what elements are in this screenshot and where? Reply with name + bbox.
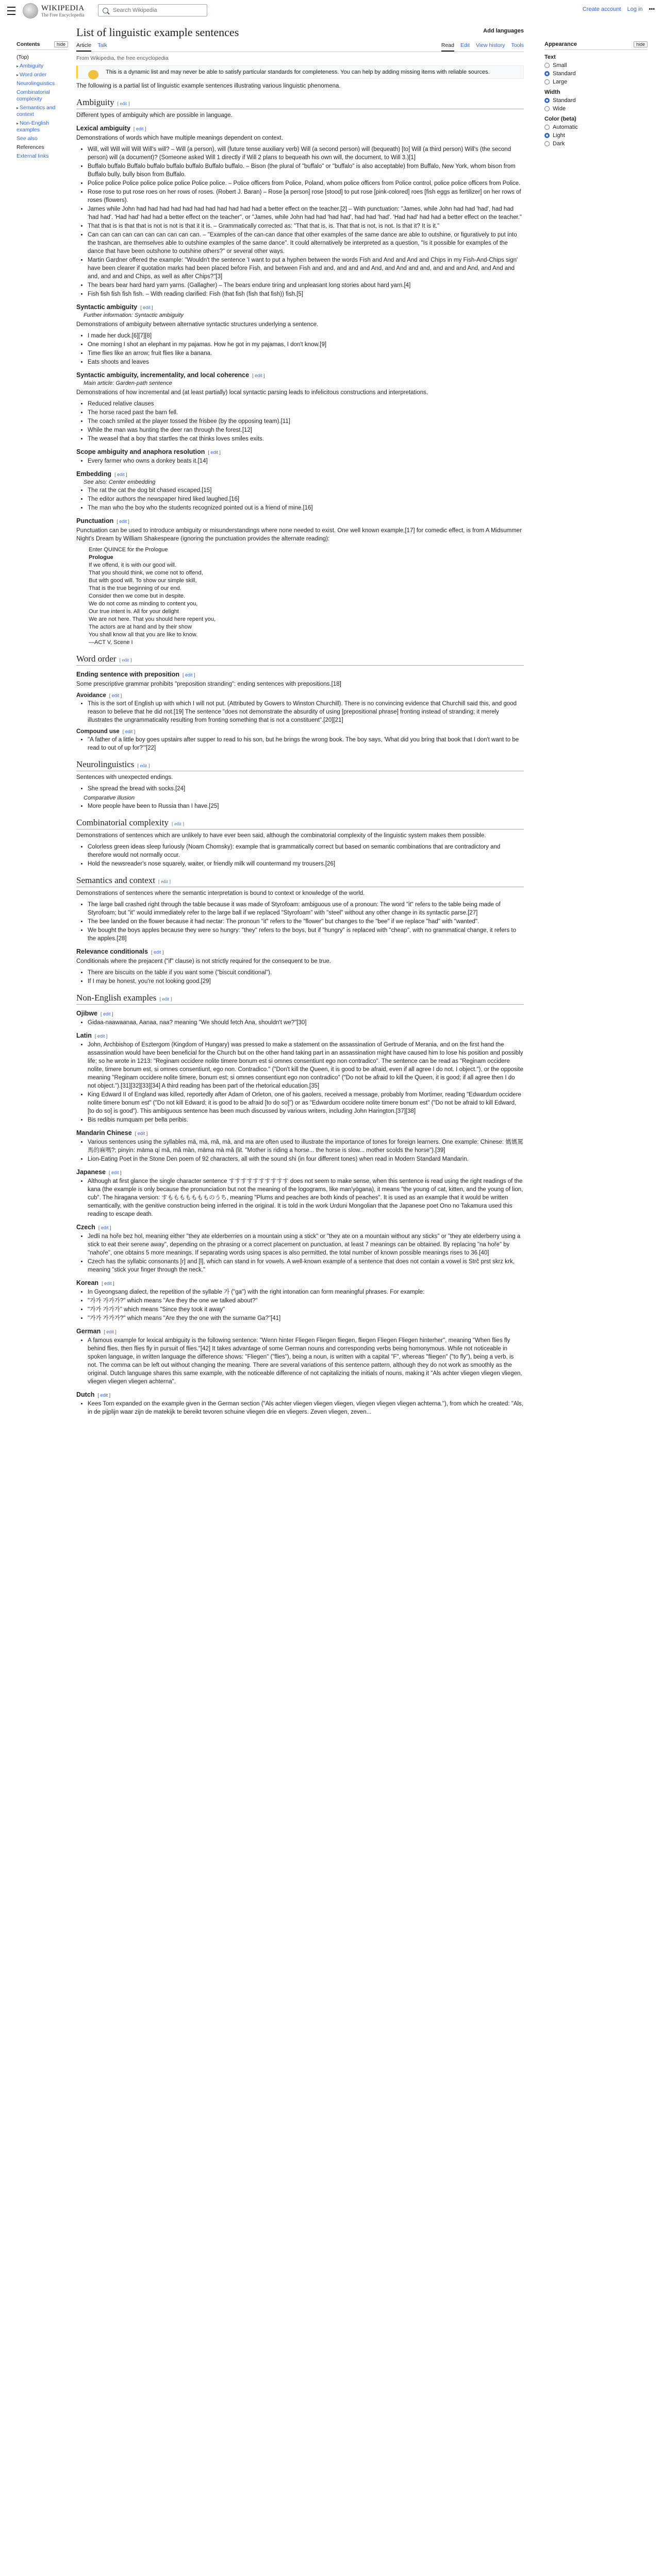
example-list: [85, 700, 524, 724]
list-item: • The editor authors the newspaper hired liked laughed.[16]: [88, 495, 524, 503]
section-heading: [76, 728, 524, 735]
paragraph: Demonstrations of ambiguity between alternative syntactic structures underlying a sentence.: [76, 321, 319, 328]
search-box[interactable]: [98, 4, 207, 16]
intro-paragraph: The following is a partial list of linguistic example sentences illustrating various linguistic phenomena.: [76, 83, 341, 89]
toc-item-label: See also: [16, 135, 38, 142]
text-standard-option[interactable]: [544, 71, 648, 77]
main-menu-icon[interactable]: [7, 7, 15, 15]
width-wide-option[interactable]: [544, 106, 648, 112]
create-account-link[interactable]: Create account: [582, 6, 621, 12]
heading-text: Relevance conditionals: [76, 948, 148, 955]
heading-text: Syntactic ambiguity, incrementality, and local coherence: [76, 371, 250, 379]
edit-label[interactable]: edit: [100, 1393, 108, 1398]
add-languages-button[interactable]: Add languages: [483, 28, 524, 34]
toc-hide-button[interactable]: hide: [54, 41, 68, 47]
section-heading: [76, 875, 524, 887]
list-item: • More people have been to Russia than I have.[25]: [88, 802, 524, 810]
quote-line: If we offend, it is with our good will.: [89, 562, 176, 568]
search-input[interactable]: [112, 7, 207, 14]
toc-item-label: Non-English examples: [16, 120, 49, 133]
tagline: The Free Encyclopedia: [41, 12, 85, 18]
list-item: • If I may be honest, you're not looking good.[29]: [88, 977, 524, 986]
edit-label[interactable]: edit: [104, 1281, 112, 1286]
appearance-hide-button[interactable]: hide: [634, 41, 648, 47]
article: [76, 24, 524, 1418]
list-item: • The rat the cat the dog bit chased escaped.[15]: [88, 486, 524, 495]
list-item: • Bis redibis numquam per bella peribis.: [88, 1116, 524, 1124]
tab-view-history[interactable]: View history: [476, 42, 505, 48]
example-list: [85, 1288, 524, 1323]
edit-section-link[interactable]: [ edit ]: [252, 373, 265, 378]
edit-section-link[interactable]: [ edit ]: [104, 1329, 117, 1334]
toc-item-label: Ambiguity: [20, 63, 44, 69]
quote-line: Prologue: [89, 554, 113, 561]
notice-text: This is a dynamic list and may never be able to satisfy particular standards for completeness. You can help by adding missing items with reliable sources.: [106, 69, 490, 75]
section-heading: [76, 97, 524, 109]
edit-section-link[interactable]: [ edit ]: [114, 472, 127, 477]
heading-text: Latin: [76, 1032, 92, 1039]
list-item: • While the man was hunting the deer ran through the forest.[12]: [88, 426, 524, 434]
toc-item-label: Neurolinguistics: [16, 80, 55, 87]
example-list: [85, 1336, 524, 1386]
list-item: • King Edward II of England was killed, reportedly after Adam of Orleton, one of his gaolers, received a message, probably from Mortimer, reading "Edwardum occidere nolite timere bonum est" ("Do not kill Edward; it is good to be afraid [to do so]") or as "Edwardum occidere nolite timere bonum est" ("Do not be afraid to kill Edward, [to do so] is good"). This ambiguous sentence has been much discussed by various writers, including John Harington.[37][38]: [88, 1091, 524, 1115]
edit-label[interactable]: edit: [97, 1033, 105, 1039]
radio-icon[interactable]: [544, 125, 550, 130]
hatnote: See also: Center embedding: [84, 479, 156, 485]
list-item: • The bee landed on the flower because it had nectar: The pronoun "it" refers to the "flower" but changes to the "bee" if we replace "had" with "wanted".: [88, 918, 524, 926]
edit-section-link[interactable]: [ edit ]: [102, 1281, 114, 1286]
edit-label[interactable]: edit: [161, 879, 168, 884]
edit-label[interactable]: edit: [140, 763, 147, 768]
list-item: • I made her duck.[6][7][8]: [88, 332, 524, 340]
section-heading: [76, 125, 524, 132]
list-item: • We bought the boys apples because they were so hungry: "they" refers to the boys, but if "hungry" is replaced with "cheap", with no grammatical change, it refers to the apples.[28]: [88, 926, 524, 943]
option-label: Large: [553, 79, 568, 85]
quote-line: You shall know all that you are like to know.: [89, 632, 198, 638]
paragraph: Sentences with unexpected endings.: [76, 774, 173, 781]
edit-label[interactable]: edit: [119, 519, 127, 524]
example-list: [85, 1041, 524, 1124]
toc-item[interactable]: [16, 88, 68, 104]
expand-caret-icon[interactable]: ▸: [16, 73, 19, 77]
hatnote: Comparative illusion: [84, 795, 135, 801]
list-item: • Martin Gardner offered the example: "Wouldn't the sentence 'I want to put a hyphen between the words Fish and And and And and Chips in my Fish-And-Chips sign' have been clearer if quotation marks had been placed before Fish, and between Fish and and, and and and And, and And and and, and and and And, and And and and, and and and Chips, as well as after Chips?"[3]: [88, 256, 524, 281]
option-label: Light: [553, 132, 565, 139]
list-item: • The coach smiled at the player tossed the frisbee (by the opposing team).[11]: [88, 417, 524, 426]
list-item: • Colorless green ideas sleep furiously (Noam Chomsky): example that is grammatically correct but based on semantic combinations that are contradictory and therefore would not normally occur.: [88, 843, 524, 859]
list-item: • She spread the bread with socks.[24]: [88, 785, 524, 793]
list-item: • Although at first glance the single character sentence すすすすすすすすすす does not seem to make sense, when this sentence is read using the right readings of the kana (the example is only because the pronunciation but not the meaning of the logograms, like man'yōgana), it means "the young of cat, kitten, and the young of lion, cub". The hiragana version: すももももももものうち, meaning "Plums and peaches are both kinds of peaches". It is used as an example that it would be written semantically, with the genitive construction being inferred in the original. It is told in the work Urduni Mongolian that the Japanese poet Ono no Takamura used this reading to escape death.: [88, 1177, 524, 1218]
list-item: • Reduced relative clauses: [88, 400, 524, 408]
edit-label[interactable]: edit: [117, 472, 125, 477]
list-item: • Various sentences using the syllables mā, má, mǎ, mà, and ma are often used to illustrate the importance of tones for foreign learners. One example: Chinese: 媽媽罵馬的麻嗎?; pinyin: māma qí mǎ, mǎ màn, māma mà mǎ (lit. "Mother is riding a horse... the horse is slow... mother scolds the horse").[39]: [88, 1138, 524, 1155]
toc-item[interactable]: [16, 134, 68, 143]
radio-icon[interactable]: [544, 79, 550, 84]
appearance-header: [544, 41, 648, 50]
radio-selected-icon[interactable]: [544, 98, 550, 103]
radio-selected-icon[interactable]: [544, 133, 550, 138]
edit-label[interactable]: edit: [111, 1170, 119, 1175]
paragraph: Different types of ambiguity which are possible in language.: [76, 112, 233, 118]
edit-section-link[interactable]: [ edit ]: [117, 101, 130, 106]
edit-label[interactable]: edit: [143, 305, 151, 310]
heading-text: Non-English examples: [76, 993, 157, 1003]
section-heading: [76, 470, 524, 478]
edit-label[interactable]: edit: [125, 729, 133, 734]
width-label: Width: [544, 89, 560, 95]
section-heading: [76, 517, 524, 524]
edit-section-link[interactable]: [ edit ]: [100, 1011, 113, 1016]
heading-text: Dutch: [76, 1391, 95, 1398]
paragraph: Punctuation can be used to introduce ambiguity or misunderstandings where none needed to exist. One well known example,[17] for comedic effect, is from A Midsummer Night's Dream by William Shakespeare (ignoring the punctuation provides the alternate reading):: [76, 528, 522, 542]
dynamic-list-notice: [76, 65, 524, 79]
toc-item-label: External links: [16, 153, 49, 159]
toc-item[interactable]: [16, 143, 68, 152]
list-item: • James while John had had had had had had had had had had had a better effect on the teacher.[2] – With punctuation: "James, while John had had 'had', had had 'had had'. 'Had had' had had a better effect on the teacher", or "James, while John had had 'had had', had had 'had'. 'Had had' had had a better effect on the teacher.": [88, 205, 524, 222]
section-heading: [76, 303, 524, 311]
quote-line: That you should think, we come not to offend,: [89, 570, 203, 576]
toc-item-label: Semantics and context: [16, 105, 56, 117]
radio-icon[interactable]: [544, 106, 550, 111]
heading-text: German: [76, 1328, 101, 1335]
tab-talk[interactable]: Talk: [97, 42, 107, 48]
heading-text: Neurolinguistics: [76, 759, 135, 769]
list-item: • Czech has the syllabic consonants [r] and [l], which can stand in for vowels. A well-known example of a sentence that does not contain a vowel is Strč prst skrz krk, meaning "stick your finger through the neck.": [88, 1258, 524, 1274]
color-light-option[interactable]: [544, 132, 648, 139]
radio-icon[interactable]: [544, 141, 550, 146]
list-item: • Kees Torn expanded on the example given in the German section ("Als achter vliegen vliegen vliegen, vliegen vliegen vliegen achterna."), from which he created: "Als, in de pijplijn waar zijn de matekijk te bereikt tevoren schuine vliegen drie en vliegers. Zeven vliegen, zeven...: [88, 1400, 524, 1416]
heading-text: Compound use: [76, 728, 120, 735]
toc-item[interactable]: [16, 62, 68, 71]
section-heading: [76, 1010, 524, 1017]
section-heading: [76, 692, 524, 699]
example-list: [85, 1177, 524, 1218]
user-links: [583, 6, 655, 12]
edit-section-link[interactable]: [ edit ]: [208, 450, 221, 455]
example-list: [85, 1138, 524, 1163]
edit-section-link[interactable]: [ edit ]: [109, 693, 122, 698]
heading-text: Ojibwe: [76, 1010, 97, 1017]
text-large-option[interactable]: [544, 79, 648, 85]
heading-text: Scope ambiguity and anaphora resolution: [76, 448, 205, 455]
toc-item-label: Combinatorial complexity: [16, 89, 50, 102]
example-list: [85, 736, 524, 752]
section-heading: [76, 759, 524, 771]
heading-text: Avoidance: [76, 692, 106, 699]
list-item: • Police police Police police police police Police police. – Police officers from Police, Poland, whom police officers from Police control, police police officers from Police.: [88, 179, 524, 188]
radio-selected-icon[interactable]: [544, 71, 550, 76]
section-heading: [76, 671, 524, 678]
quote-line: We are not here. That you should here repent you,: [89, 616, 216, 622]
list-item: • Lion-Eating Poet in the Stone Den poem of 92 characters, all with the sound shi (in four different tones) when read in Modern Standard Mandarin.: [88, 1155, 524, 1163]
paragraph: Some prescriptive grammar prohibits "preposition stranding": ending sentences with prepositions.[18]: [76, 681, 341, 687]
example-list: [85, 486, 524, 512]
edit-label[interactable]: edit: [106, 1329, 114, 1334]
toc-item[interactable]: [16, 119, 68, 134]
section-heading: [76, 1129, 524, 1137]
heading-text: Embedding: [76, 470, 112, 478]
heading-text: Lexical ambiguity: [76, 125, 130, 132]
toc-item-label: (Top): [16, 54, 29, 60]
edit-label[interactable]: edit: [111, 693, 120, 698]
edit-label[interactable]: edit: [174, 821, 181, 826]
paragraph: Demonstrations of how incremental and (at least partially) local syntactic parsing leads to infelicitous constructions and interpretations.: [76, 389, 428, 396]
toc-title: Contents: [16, 41, 40, 47]
edit-section-link[interactable]: [ edit ]: [183, 672, 195, 677]
example-list: [85, 1019, 524, 1027]
site-header: [0, 0, 662, 21]
list-item: • Can can can can can can can can can can. – "Examples of the can-can dance that other examples of the same dance are able to outshine, or figuratively to put into the trashcan, are themselves able to outshine examples of the same dance". It could alternatively be interpreted as a question, "Is it possible for examples of the dance that have been outshone to outshine others?" or several other ways.: [88, 231, 524, 256]
heading-text: Japanese: [76, 1168, 106, 1176]
example-list: [85, 802, 524, 810]
toc-header: [16, 41, 68, 50]
hatnote: Further information: Syntactic ambiguity: [84, 312, 184, 318]
tab-article[interactable]: Article: [76, 42, 91, 52]
edit-section-link[interactable]: [ edit ]: [171, 821, 184, 826]
section-heading: [76, 818, 524, 829]
edit-label[interactable]: edit: [103, 1011, 111, 1016]
tab-read[interactable]: Read: [441, 42, 454, 52]
quote-line: Our true intent is. All for your delight: [89, 608, 179, 615]
toc-item-label: Word order: [20, 72, 47, 78]
color-dark-option[interactable]: [544, 141, 648, 147]
example-list: [85, 145, 524, 298]
paragraph: Demonstrations of words which have multiple meanings dependent on context.: [76, 135, 283, 141]
quote-line: Consider then we come but in despite.: [89, 593, 186, 599]
list-item: • Time flies like an arrow; fruit flies like a banana.: [88, 349, 524, 358]
example-list: [85, 457, 524, 465]
list-item: • Will, will Will will Will Will's will? – Will (a person), will (future tense auxiliary verb) Will (a second person) will (bequeath) [to] Will (a third person) Will's (the second person) will (a document)? (Someone asked Will 1 directly if Will 2 plans to bequeath his own will, the document, to Will 3.)[1]: [88, 145, 524, 162]
list-item: • Gidaa-naawaanaa, Aanaa, naa? meaning "We should fetch Ana, shouldn't we?"[30]: [88, 1019, 524, 1027]
list-item: • The large ball crashed right through the table because it was made of Styrofoam: ambiguous use of a pronoun: The word "it" refers to the table being made of Styrofoam; but "it" would immediately refer to the large ball if we replaced "Styrofoam" with "steel" without any other change in its syntactic parse.[27]: [88, 901, 524, 917]
width-standard-option[interactable]: [544, 97, 648, 104]
toc-item[interactable]: [16, 71, 68, 79]
edit-section-link[interactable]: [ edit ]: [159, 996, 172, 1002]
example-list: [85, 901, 524, 943]
search-icon: [103, 8, 108, 13]
table-of-contents: [16, 41, 68, 161]
section-heading: [76, 654, 524, 666]
list-item: • Fish fish fish fish fish. – With reading clarified: Fish (that fish (fish that fish)) fish.[5]: [88, 290, 524, 298]
section-heading: [76, 1279, 524, 1286]
edit-section-link[interactable]: [ edit ]: [117, 519, 129, 524]
list-item: • "가가 가가가?" which means "Are they the one with the surname Ga?"[41]: [88, 1314, 524, 1323]
log-in-link[interactable]: Log in: [627, 6, 643, 12]
edit-label[interactable]: edit: [101, 1225, 109, 1230]
edit-section-link[interactable]: [ edit ]: [94, 1033, 108, 1039]
heading-text: Semantics and context: [76, 875, 155, 885]
paragraph: Demonstrations of sentences where the semantic interpretation is bound to context or knowledge of the world.: [76, 890, 365, 896]
section-heading: [76, 1032, 524, 1039]
list-item: • Every farmer who owns a donkey beats it.[14]: [88, 457, 524, 465]
text-small-option[interactable]: [544, 62, 648, 69]
tab-tools[interactable]: Tools: [511, 42, 524, 48]
paragraph: Conditionals where the prejacent ("if" clause) is not strictly required for the consequent to be true.: [76, 958, 331, 964]
paragraph: Demonstrations of sentences which are unlikely to have ever been said, although the combinatorial complexity of the linguistic system makes them possible.: [76, 833, 486, 839]
quote-line: But with good will. To show our simple skill,: [89, 578, 197, 584]
page-tabs: [76, 41, 524, 52]
edit-label[interactable]: edit: [153, 950, 161, 955]
edit-label[interactable]: edit: [136, 126, 144, 131]
heading-text: Czech: [76, 1224, 95, 1231]
list-item: • Buffalo buffalo Buffalo buffalo buffalo buffalo Buffalo buffalo. – Bison (the plural of "buffalo" or "buffalo" is also acceptable) from Buffalo, New York, whom bison from Buffalo bully, bully bison from Buffalo.: [88, 162, 524, 179]
example-list: [85, 785, 524, 793]
notice-icon: [88, 70, 98, 79]
quote-line: The actors are at hand and by their show: [89, 624, 192, 630]
color-automatic-option[interactable]: [544, 124, 648, 130]
list-item: • The horse raced past the barn fell.: [88, 409, 524, 417]
quote-line: Enter QUINCE for the Prologue: [89, 547, 168, 553]
edit-section-link[interactable]: [ edit ]: [137, 763, 150, 768]
page-title: List of linguistic example sentences: [76, 26, 239, 39]
heading-text: Syntactic ambiguity: [76, 303, 138, 311]
list-item: • John, Archbishop of Esztergom (Kingdom of Hungary) was pressed to make a statement on the assassination of Gertrude of Merania, and on the first hand the assassination would have been beneficial for the Church but on the other hand taking part in an assassination might have caused him to lose his position and possibly life; so he wrote in 1213: "Reginam occidere nolite timere bonum est si omnes consentiunt ego non contradico". The sentence can be read as "Reginam occidere nolite, timere bonum est, si omnes consentiunt, ego non. Contradico." ("Don't kill the Queen, it is good to be afraid, even if all agree I do not. I object."), or the opposite meaning "Reginam occidere nolite timere, bonum est; si omnes consentiunt ego non contradico" ("Do not be afraid to kill the Queen, it is good; if all agree then I do not object.").[31][32][33][34] A third reading has been part of the rhetorical education.[35]: [88, 1041, 524, 1090]
toc-item[interactable]: [16, 53, 68, 62]
example-list: [85, 332, 524, 366]
edit-section-link[interactable]: [ edit ]: [98, 1225, 111, 1230]
expand-caret-icon[interactable]: ▸: [16, 64, 19, 69]
appearance-title: Appearance: [544, 41, 577, 47]
section-heading: [76, 948, 524, 955]
list-item: • A famous example for lexical ambiguity is the following sentence: "Wenn hinter Fliegen Fliegen fliegen, fliegen Fliegen Fliegen hinterher", meaning "When flies fly behind flies, then flies fly in pursuit of flies."[42] It takes advantage of some German nouns and corresponding verbs being homonymous. While not noticeable in spoken language, in written language the difference shows: "Fliegen" ("flies"), being a noun, is written with a capital "F", whereas "fliegen" ("to fly"), being a verb, is not. The comma can be left out without changing the meaning. There are several variations of this sentence pattern, although they do not work as smoothly as the original. Dutch language shares this same example, with the noticeable difference of not capitalizing the initials of nouns, making it "Als achter vliegen vliegen vliegen, vliegen vliegen vliegen achterna".: [88, 1336, 524, 1386]
expand-caret-icon[interactable]: ▸: [16, 106, 19, 110]
list-item: • The man who the boy who the students recognized pointed out is a friend of mine.[16]: [88, 504, 524, 512]
edit-label[interactable]: edit: [137, 1131, 145, 1136]
section-heading: [76, 993, 524, 1005]
text-size-label: Text: [544, 54, 556, 60]
list-item: • Hold the newsreader's nose squarely, waiter, or friendly milk will countermand my trousers.[26]: [88, 860, 524, 868]
list-item: • The bears bear hard hard yarn yarns. (Gallagher) – The bears endure tiring and unpleasant long stories about hard yarn.[4]: [88, 281, 524, 290]
edit-section-link[interactable]: [ edit ]: [122, 729, 136, 734]
edit-section-link[interactable]: [ edit ]: [140, 305, 153, 310]
list-item: • Rose rose to put rose roes on her rows of roses. (Robert J. Baran) – Rose [a person] rose [stood] to put rose [pink-colored] roes [fish eggs as fertilizer] on her rows of roses (flowers).: [88, 188, 524, 205]
option-label: Dark: [553, 141, 565, 147]
list-item: • Eats shoots and leaves: [88, 358, 524, 366]
heading-text: Punctuation: [76, 517, 114, 524]
heading-text: Korean: [76, 1279, 99, 1286]
section-heading: [76, 448, 524, 455]
edit-label[interactable]: edit: [122, 657, 129, 663]
section-heading: [76, 371, 524, 379]
list-item: • "가가 가가가" which means "Since they took it away": [88, 1306, 524, 1314]
toc-item[interactable]: [16, 152, 68, 161]
quote-line: —ACT V, Scene I: [89, 639, 133, 646]
wikipedia-logo-icon[interactable]: [23, 3, 38, 19]
toc-item[interactable]: [16, 104, 68, 119]
list-item: • "A father of a little boy goes upstairs after supper to read to his son, but he brings the wrong book. The boy says, 'What did you bring that book that I don't want to be read to out of up for?'"[22]: [88, 736, 524, 752]
example-list: [85, 843, 524, 868]
more-options-icon[interactable]: •••: [649, 6, 655, 12]
edit-section-link[interactable]: [ edit ]: [133, 126, 146, 131]
section-heading: [76, 1391, 524, 1398]
section-heading: [76, 1168, 524, 1176]
quote-line: That is the true beginning of our end.: [89, 585, 181, 591]
list-item: • That that is is that that is not is not is that it it is. – Grammatically corrected as: "That that is, is. That that is not, is not. Is that it? It is it.": [88, 222, 524, 230]
edit-section-link[interactable]: [ edit ]: [135, 1131, 148, 1136]
example-list: [85, 1232, 524, 1274]
edit-section-link[interactable]: [ edit ]: [119, 657, 132, 663]
list-item: • This is the sort of English up with which I will not put. (Attributed by Gowers to Winston Churchill). There is no convincing evidence that Churchill said this, and good reason to believe that he did not.[19] The sentence "does not demonstrate the absurdity of using [prepositional phrase] fronting instead of stranding; it merely illustrates the ungrammaticality resulting from fronting something that is not a constituent".[20][21]: [88, 700, 524, 724]
heading-text: Combinatorial complexity: [76, 818, 169, 827]
edit-section-link[interactable]: [ edit ]: [151, 950, 164, 955]
from-wikipedia: From Wikipedia, the free encyclopedia: [76, 55, 169, 61]
heading-text: Mandarin Chinese: [76, 1129, 132, 1137]
option-label: Standard: [553, 71, 576, 77]
toc-item-label: References: [16, 144, 44, 150]
appearance-panel: [544, 41, 648, 149]
list-item: • One morning I shot an elephant in my pajamas. How he got in my pajamas, I don't know.[9]: [88, 341, 524, 349]
example-list: [85, 400, 524, 443]
heading-text: Ending sentence with preposition: [76, 671, 180, 678]
edit-label[interactable]: edit: [210, 450, 218, 455]
toc-item[interactable]: [16, 79, 68, 88]
heading-text: Word order: [76, 654, 117, 664]
edit-section-link[interactable]: [ edit ]: [108, 1170, 122, 1175]
edit-section-link[interactable]: [ edit ]: [97, 1393, 110, 1398]
list-item: • "가가 가가가?" which means "Are they the one we talked about?": [88, 1297, 524, 1305]
example-list: [85, 1400, 524, 1416]
quote-line: We do not come as minding to content you,: [89, 601, 198, 607]
tab-edit[interactable]: Edit: [460, 42, 470, 48]
edit-label[interactable]: edit: [120, 101, 127, 106]
option-label: Small: [553, 62, 567, 69]
color-label: Color (beta): [544, 116, 576, 122]
section-heading: [76, 1328, 524, 1335]
option-label: Automatic: [553, 124, 578, 130]
prologue-quote: [76, 546, 524, 647]
heading-text: Ambiguity: [76, 97, 114, 107]
edit-label[interactable]: edit: [185, 672, 193, 677]
edit-section-link[interactable]: [ edit ]: [158, 879, 171, 884]
option-label: Standard: [553, 97, 576, 104]
edit-label[interactable]: edit: [162, 996, 170, 1002]
edit-label[interactable]: edit: [255, 373, 262, 378]
example-list: [85, 969, 524, 986]
section-heading: [76, 1224, 524, 1231]
hatnote: Main article: Garden-path sentence: [84, 380, 172, 386]
list-item: • There are biscuits on the table if you want some ("biscuit conditional").: [88, 969, 524, 977]
wordmark[interactable]: WIKIPEDIA: [41, 4, 85, 12]
list-item: • In Gyeongsang dialect, the repetition of the syllable 가 ("ga") with the right intonation can form meaningful phrases. For example:: [88, 1288, 524, 1296]
list-item: • Jedli na hoře bez hol, meaning either "they ate elderberries on a mountain using a stick" or "they ate on a mountain without any sticks" or "they ate elderberry using a stick to eat their serene away", depending on the phrasing or a correct placement on punctuation, at least 7 meanings can be obtained. By replacing "na hoře" by "nahoře", one obtains 5 more meanings. If separating words using spaces is also permitted, the total number of known possible meanings rises to 36.[40]: [88, 1232, 524, 1257]
option-label: Wide: [553, 106, 566, 112]
article-body: [76, 97, 524, 1416]
radio-icon[interactable]: [544, 63, 550, 68]
expand-caret-icon[interactable]: ▸: [16, 121, 19, 126]
toc-list: [16, 53, 68, 161]
list-item: • The weasel that a boy that startles the cat thinks loves smiles exits.: [88, 435, 524, 443]
